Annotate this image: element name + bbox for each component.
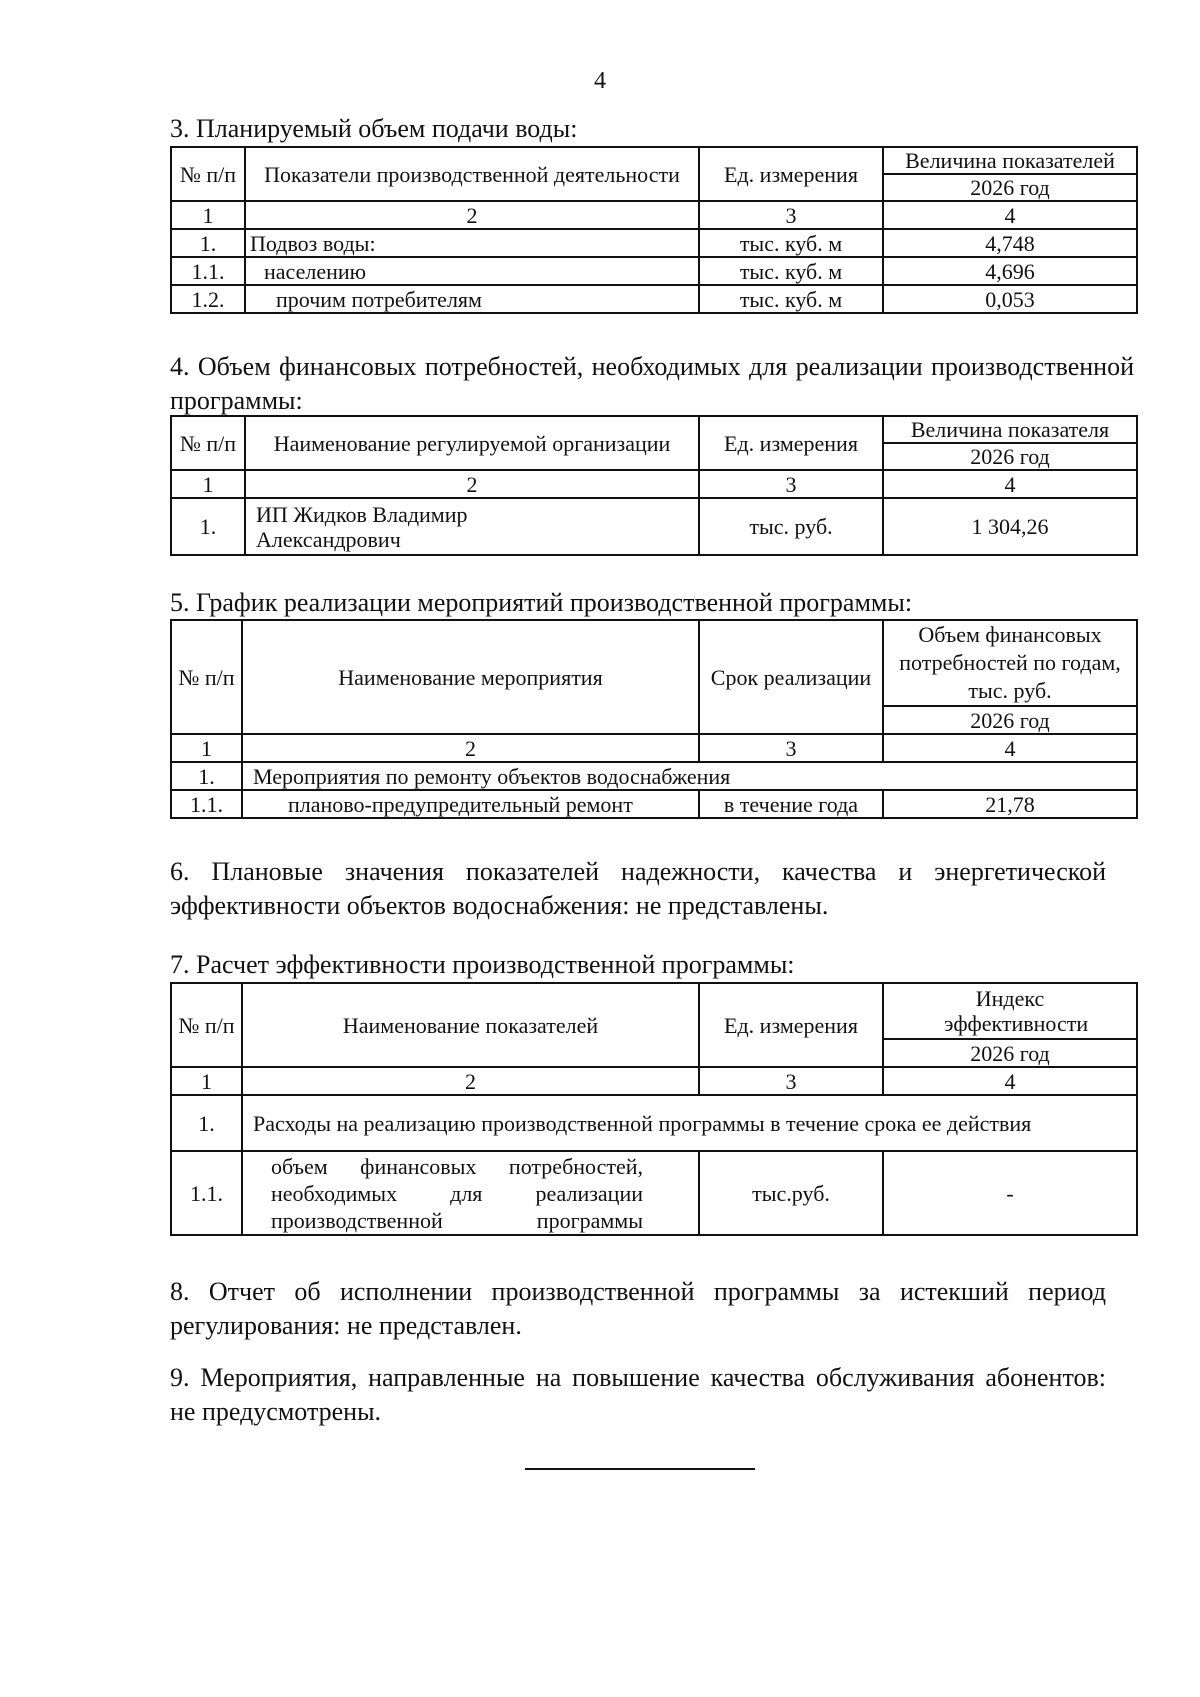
row-name: прочим потребителям <box>245 285 699 313</box>
row-num: 1.1. <box>171 790 242 818</box>
row-num: 1.1. <box>171 1151 242 1235</box>
header-indicator: Показатели производственной деятельности <box>245 147 699 201</box>
row-value: 4,748 <box>883 229 1137 257</box>
col-num-cell: 1 <box>171 470 245 498</box>
row-value: 4,696 <box>883 257 1137 285</box>
row-indicator: объем финансовых потребностей, необходимых для реализации производственной программы <box>242 1151 699 1235</box>
header-term: Срок реализации <box>699 620 883 734</box>
col-num-cell: 4 <box>883 1067 1137 1095</box>
table-row <box>171 1151 1137 1235</box>
row-value: 0,053 <box>883 285 1137 313</box>
col-num-cell: 3 <box>699 201 883 229</box>
header-num: № п/п <box>171 147 245 201</box>
table-row <box>171 790 1137 818</box>
row-term: в течение года <box>699 790 883 818</box>
header-year: 2026 год <box>883 174 1137 201</box>
col-num-cell: 4 <box>883 470 1137 498</box>
header-organization: Наименование регулируемой организации <box>245 416 699 470</box>
row-unit: тыс. куб. м <box>699 285 883 313</box>
table-row <box>171 498 1137 555</box>
section-5-title: 5. График реализации мероприятий производственной программы: <box>170 588 913 617</box>
page-number: 4 <box>594 68 606 94</box>
section-8-text: 8. Отчет об исполнении производственной программы за истекший период регулирования: не представлен. <box>170 1277 1106 1340</box>
col-num-cell: 3 <box>699 734 883 762</box>
header-value: Величина показателей <box>883 147 1137 174</box>
section-9-text: 9. Мероприятия, направленные на повышение качества обслуживания абонентов: не предусмотрены. <box>170 1363 1106 1426</box>
col-num-cell: 1 <box>171 1067 242 1095</box>
header-unit: Ед. измерения <box>699 147 883 201</box>
col-num-cell: 2 <box>245 470 699 498</box>
col-num-cell: 2 <box>242 1067 699 1095</box>
row-name: Подвоз воды: <box>245 229 699 257</box>
row-num: 1.2. <box>171 285 245 313</box>
section-6-text: 6. Плановые значения показателей надежности, качества и энергетической эффективности объектов водоснабжения: не представлены. <box>170 857 1106 920</box>
row-value: 21,78 <box>883 790 1137 818</box>
row-num: 1.1. <box>171 257 245 285</box>
header-year: 2026 год <box>883 443 1137 470</box>
row-num: 1. <box>171 229 245 257</box>
row-unit: тыс. руб. <box>699 498 883 555</box>
group-indicator: Расходы на реализацию производственной программы в течение срока ее действия <box>242 1095 1137 1151</box>
group-activity: Мероприятия по ремонту объектов водоснабжения <box>242 762 1137 790</box>
row-num: 1. <box>171 1095 242 1151</box>
col-num-cell: 1 <box>171 734 242 762</box>
header-activity: Наименование мероприятия <box>242 620 699 734</box>
col-num-cell: 1 <box>171 201 245 229</box>
header-unit: Ед. измерения <box>699 416 883 470</box>
activities-schedule-table <box>170 619 1138 819</box>
col-num-cell: 2 <box>242 734 699 762</box>
end-rule <box>525 1468 755 1470</box>
row-num: 1. <box>171 762 242 790</box>
table-row <box>171 285 1137 313</box>
header-year: 2026 год <box>883 1039 1137 1067</box>
col-num-cell: 4 <box>883 734 1137 762</box>
header-year: 2026 год <box>883 706 1137 734</box>
header-num: № п/п <box>171 620 242 734</box>
row-unit: тыс.руб. <box>699 1151 883 1235</box>
header-unit: Ед. измерения <box>699 983 883 1067</box>
row-activity: планово-предупредительный ремонт <box>242 790 699 818</box>
col-num-cell: 3 <box>699 1067 883 1095</box>
header-num: № п/п <box>171 416 245 470</box>
row-value: - <box>883 1151 1137 1235</box>
section-4-title: 4. Объем финансовых потребностей, необходимых для реализации производственной программы: <box>170 352 1134 415</box>
col-num-cell: 3 <box>699 470 883 498</box>
table-group-row <box>171 1095 1137 1151</box>
row-value: 1 304,26 <box>883 498 1137 555</box>
row-organization: ИП Жидков Владимир Александрович <box>245 498 699 555</box>
efficiency-table <box>170 982 1138 1236</box>
section-3-title: 3. Планируемый объем подачи воды: <box>170 114 578 143</box>
row-num: 1. <box>171 498 245 555</box>
col-num-cell: 4 <box>883 201 1137 229</box>
row-unit: тыс. куб. м <box>699 257 883 285</box>
header-value: Величина показателя <box>883 416 1137 443</box>
row-name: населению <box>245 257 699 285</box>
header-num: № п/п <box>171 983 242 1067</box>
table-row <box>171 257 1137 285</box>
header-value: Объем финансовых потребностей по годам, тыс. руб. <box>883 620 1137 706</box>
table-group-row <box>171 762 1137 790</box>
header-index: Индекс эффективности <box>883 983 1137 1039</box>
table-row <box>171 229 1137 257</box>
water-supply-table <box>170 146 1138 314</box>
header-indicator: Наименование показателей <box>242 983 699 1067</box>
financial-needs-table <box>170 415 1138 556</box>
row-unit: тыс. куб. м <box>699 229 883 257</box>
col-num-cell: 2 <box>245 201 699 229</box>
section-7-title: 7. Расчет эффективности производственной программы: <box>170 950 795 979</box>
